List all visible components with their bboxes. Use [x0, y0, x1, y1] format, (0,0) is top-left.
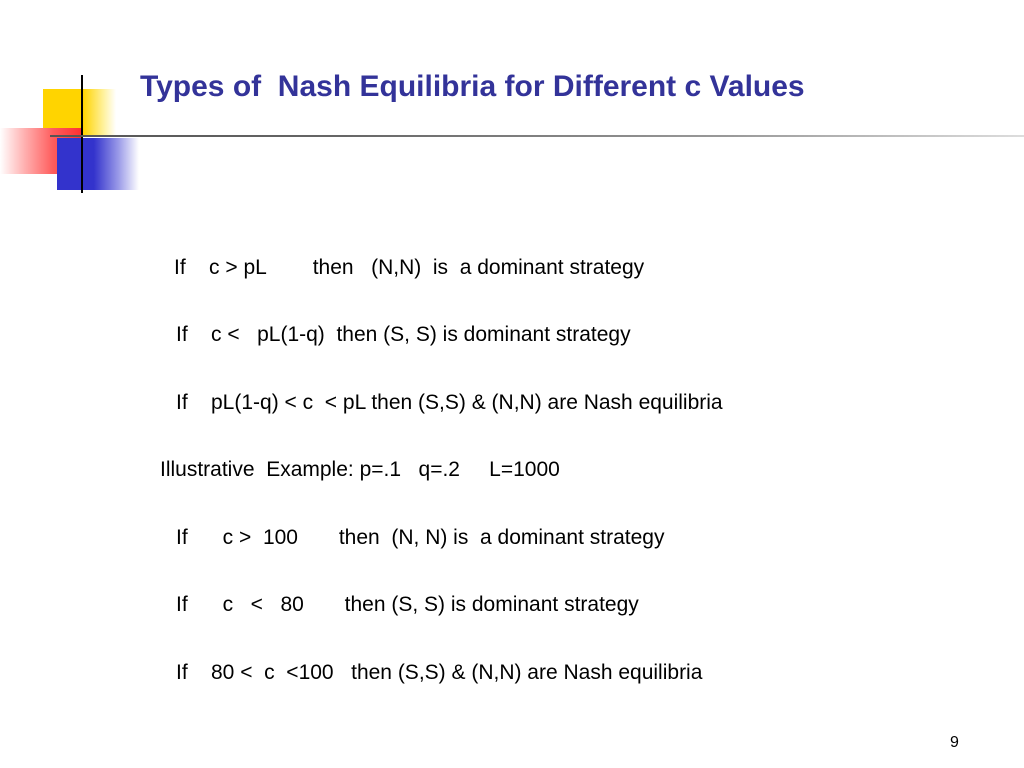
condition-line-1: If c > pL then (N,N) is a dominant strategy — [174, 256, 645, 279]
blue-square-decoration — [57, 138, 139, 190]
decorative-corner-graphic — [0, 0, 160, 200]
title-underline-rule — [50, 135, 1024, 137]
example-line-1: If c > 100 then (N, N) is a dominant strategy — [176, 526, 665, 549]
vertical-line-decoration — [81, 75, 83, 193]
example-line-3: If 80 < c <100 then (S,S) & (N,N) are Nash equilibria — [176, 661, 703, 684]
illustrative-example-line: Illustrative Example: p=.1 q=.2 L=1000 — [160, 458, 560, 481]
condition-line-3: If pL(1-q) < c < pL then (S,S) & (N,N) are Nash equilibria — [176, 391, 723, 414]
slide-title: Types of Nash Equilibria for Different c Values — [140, 70, 805, 103]
example-line-2: If c < 80 then (S, S) is dominant strategy — [176, 593, 639, 616]
condition-line-2: If c < pL(1-q) then (S, S) is dominant strategy — [176, 323, 631, 346]
page-number: 9 — [950, 734, 959, 751]
